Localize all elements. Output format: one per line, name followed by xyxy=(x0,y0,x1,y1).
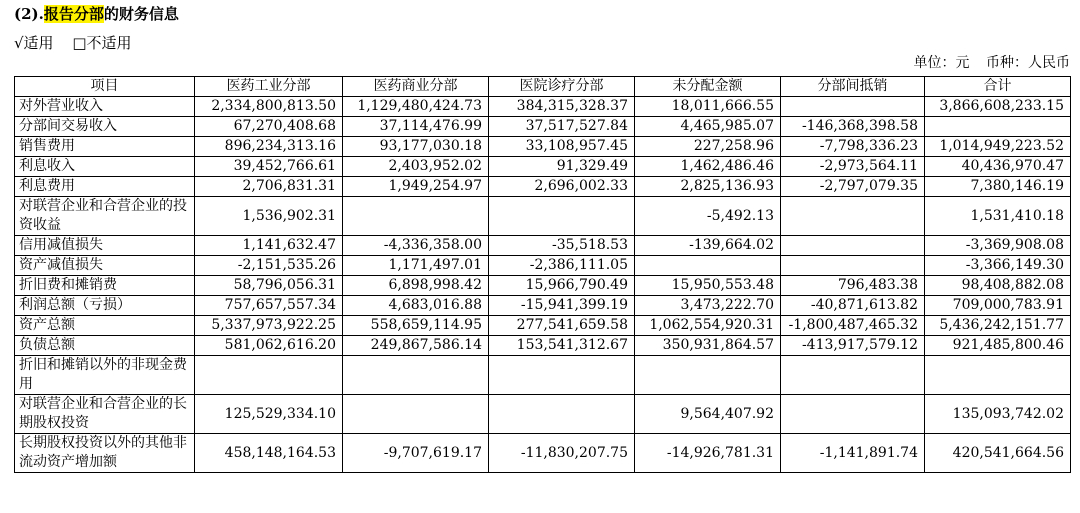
column-header: 医院诊疗分部 xyxy=(489,77,635,97)
value-cell: 91,329.49 xyxy=(489,157,635,177)
value-cell: -14,926,781.31 xyxy=(635,434,781,473)
value-cell: 9,564,407.92 xyxy=(635,395,781,434)
value-cell: 15,966,790.49 xyxy=(489,276,635,296)
row-label: 折旧和摊销以外的非现金费用 xyxy=(15,356,195,395)
table-row xyxy=(15,236,1071,256)
value-cell: 249,867,586.14 xyxy=(343,336,489,356)
row-label: 利息费用 xyxy=(15,177,195,197)
column-header: 项目 xyxy=(15,77,195,97)
table-row xyxy=(15,117,1071,137)
value-cell: 558,659,114.95 xyxy=(343,316,489,336)
row-label: 对外营业收入 xyxy=(15,97,195,117)
value-cell: 757,657,557.34 xyxy=(195,296,343,316)
value-cell: 581,062,616.20 xyxy=(195,336,343,356)
value-cell: 7,380,146.19 xyxy=(925,177,1071,197)
value-cell: 1,141,632.47 xyxy=(195,236,343,256)
value-cell: 4,465,985.07 xyxy=(635,117,781,137)
table-row xyxy=(15,97,1071,117)
value-cell: 1,129,480,424.73 xyxy=(343,97,489,117)
value-cell: -11,830,207.75 xyxy=(489,434,635,473)
column-header: 分部间抵销 xyxy=(781,77,925,97)
value-cell: -9,707,619.17 xyxy=(343,434,489,473)
value-cell: 1,536,902.31 xyxy=(195,197,343,236)
value-cell xyxy=(343,395,489,434)
value-cell: -1,141,891.74 xyxy=(781,434,925,473)
table-row xyxy=(15,256,1071,276)
value-cell xyxy=(489,356,635,395)
table-row xyxy=(15,157,1071,177)
table-row xyxy=(15,395,1071,434)
table-row xyxy=(15,296,1071,316)
value-cell: -139,664.02 xyxy=(635,236,781,256)
value-cell: 709,000,783.91 xyxy=(925,296,1071,316)
value-cell: 5,436,242,151.77 xyxy=(925,316,1071,336)
value-cell: 1,171,497.01 xyxy=(343,256,489,276)
value-cell: 15,950,553.48 xyxy=(635,276,781,296)
title-suffix: 的财务信息 xyxy=(103,5,179,23)
value-cell: 153,541,312.67 xyxy=(489,336,635,356)
value-cell: 2,825,136.93 xyxy=(635,177,781,197)
value-cell xyxy=(781,197,925,236)
value-cell xyxy=(781,356,925,395)
row-label: 利息收入 xyxy=(15,157,195,177)
value-cell: -2,151,535.26 xyxy=(195,256,343,276)
value-cell: 39,452,766.61 xyxy=(195,157,343,177)
value-cell: 2,696,002.33 xyxy=(489,177,635,197)
value-cell: 458,148,164.53 xyxy=(195,434,343,473)
value-cell: 1,949,254.97 xyxy=(343,177,489,197)
unit-label: 单位：元 xyxy=(913,55,970,71)
row-label: 资产减值损失 xyxy=(15,256,195,276)
value-cell: 227,258.96 xyxy=(635,137,781,157)
value-cell: 277,541,659.58 xyxy=(489,316,635,336)
value-cell: 350,931,864.57 xyxy=(635,336,781,356)
value-cell: -3,366,149.30 xyxy=(925,256,1071,276)
value-cell: 6,898,998.42 xyxy=(343,276,489,296)
title-highlight: 报告分部 xyxy=(43,5,104,23)
column-header: 未分配金额 xyxy=(635,77,781,97)
value-cell: -2,386,111.05 xyxy=(489,256,635,276)
column-header: 医药商业分部 xyxy=(343,77,489,97)
value-cell xyxy=(343,356,489,395)
table-row xyxy=(15,356,1071,395)
column-header: 合计 xyxy=(925,77,1071,97)
value-cell: 58,796,056.31 xyxy=(195,276,343,296)
value-cell: 98,408,882.08 xyxy=(925,276,1071,296)
unit-currency-line xyxy=(902,53,1070,73)
table-row xyxy=(15,177,1071,197)
value-cell: 125,529,334.10 xyxy=(195,395,343,434)
value-cell: -3,369,908.08 xyxy=(925,236,1071,256)
value-cell: 18,011,666.55 xyxy=(635,97,781,117)
value-cell: 384,315,328.37 xyxy=(489,97,635,117)
table-row xyxy=(15,197,1071,236)
value-cell: 5,337,973,922.25 xyxy=(195,316,343,336)
row-label: 信用减值损失 xyxy=(15,236,195,256)
value-cell: 420,541,664.56 xyxy=(925,434,1071,473)
table-row xyxy=(15,434,1071,473)
row-label: 资产总额 xyxy=(15,316,195,336)
value-cell: 37,517,527.84 xyxy=(489,117,635,137)
value-cell: -2,797,079.35 xyxy=(781,177,925,197)
value-cell xyxy=(195,356,343,395)
value-cell: 40,436,970.47 xyxy=(925,157,1071,177)
row-label: 对联营企业和合营企业的投资收益 xyxy=(15,197,195,236)
row-label: 长期股权投资以外的其他非流动资产增加额 xyxy=(15,434,195,473)
value-cell xyxy=(781,97,925,117)
not-applicable-option: □不适用 xyxy=(72,34,132,52)
value-cell: -413,917,579.12 xyxy=(781,336,925,356)
value-cell: 135,093,742.02 xyxy=(925,395,1071,434)
value-cell: 67,270,408.68 xyxy=(195,117,343,137)
value-cell: 921,485,800.46 xyxy=(925,336,1071,356)
table-row xyxy=(15,316,1071,336)
value-cell: -5,492.13 xyxy=(635,197,781,236)
value-cell xyxy=(489,197,635,236)
table-row xyxy=(15,276,1071,296)
value-cell: 3,866,608,233.15 xyxy=(925,97,1071,117)
value-cell xyxy=(343,197,489,236)
value-cell: -4,336,358.00 xyxy=(343,236,489,256)
value-cell: 37,114,476.99 xyxy=(343,117,489,137)
section-title xyxy=(14,3,179,25)
row-label: 销售费用 xyxy=(15,137,195,157)
value-cell xyxy=(781,236,925,256)
value-cell: 796,483.38 xyxy=(781,276,925,296)
title-prefix: (2). xyxy=(14,5,44,23)
row-label: 分部间交易收入 xyxy=(15,117,195,137)
applicability-options xyxy=(14,32,146,54)
row-label: 利润总额（亏损） xyxy=(15,296,195,316)
value-cell: 33,108,957.45 xyxy=(489,137,635,157)
table-row xyxy=(15,137,1071,157)
value-cell: 1,062,554,920.31 xyxy=(635,316,781,336)
value-cell xyxy=(781,395,925,434)
value-cell: -35,518.53 xyxy=(489,236,635,256)
value-cell: 2,706,831.31 xyxy=(195,177,343,197)
row-label: 折旧费和摊销费 xyxy=(15,276,195,296)
value-cell xyxy=(925,356,1071,395)
value-cell: -7,798,336.23 xyxy=(781,137,925,157)
value-cell: 4,683,016.88 xyxy=(343,296,489,316)
table-header-row xyxy=(15,77,1071,97)
value-cell xyxy=(925,117,1071,137)
row-label: 负债总额 xyxy=(15,336,195,356)
value-cell: 3,473,222.70 xyxy=(635,296,781,316)
applicable-option: √适用 xyxy=(14,34,54,52)
value-cell xyxy=(635,256,781,276)
value-cell xyxy=(781,256,925,276)
table-row xyxy=(15,336,1071,356)
value-cell xyxy=(635,356,781,395)
value-cell: 2,403,952.02 xyxy=(343,157,489,177)
value-cell: 896,234,313.16 xyxy=(195,137,343,157)
value-cell: -146,368,398.58 xyxy=(781,117,925,137)
value-cell: -1,800,487,465.32 xyxy=(781,316,925,336)
value-cell: 93,177,030.18 xyxy=(343,137,489,157)
value-cell: 1,014,949,223.52 xyxy=(925,137,1071,157)
value-cell: 1,531,410.18 xyxy=(925,197,1071,236)
row-label: 对联营企业和合营企业的长期股权投资 xyxy=(15,395,195,434)
value-cell: -15,941,399.19 xyxy=(489,296,635,316)
segment-financial-table xyxy=(14,76,1071,473)
currency-label: 币种：人民币 xyxy=(986,55,1070,71)
value-cell: 1,462,486.46 xyxy=(635,157,781,177)
value-cell: -40,871,613.82 xyxy=(781,296,925,316)
value-cell xyxy=(489,395,635,434)
value-cell: -2,973,564.11 xyxy=(781,157,925,177)
column-header: 医药工业分部 xyxy=(195,77,343,97)
value-cell: 2,334,800,813.50 xyxy=(195,97,343,117)
